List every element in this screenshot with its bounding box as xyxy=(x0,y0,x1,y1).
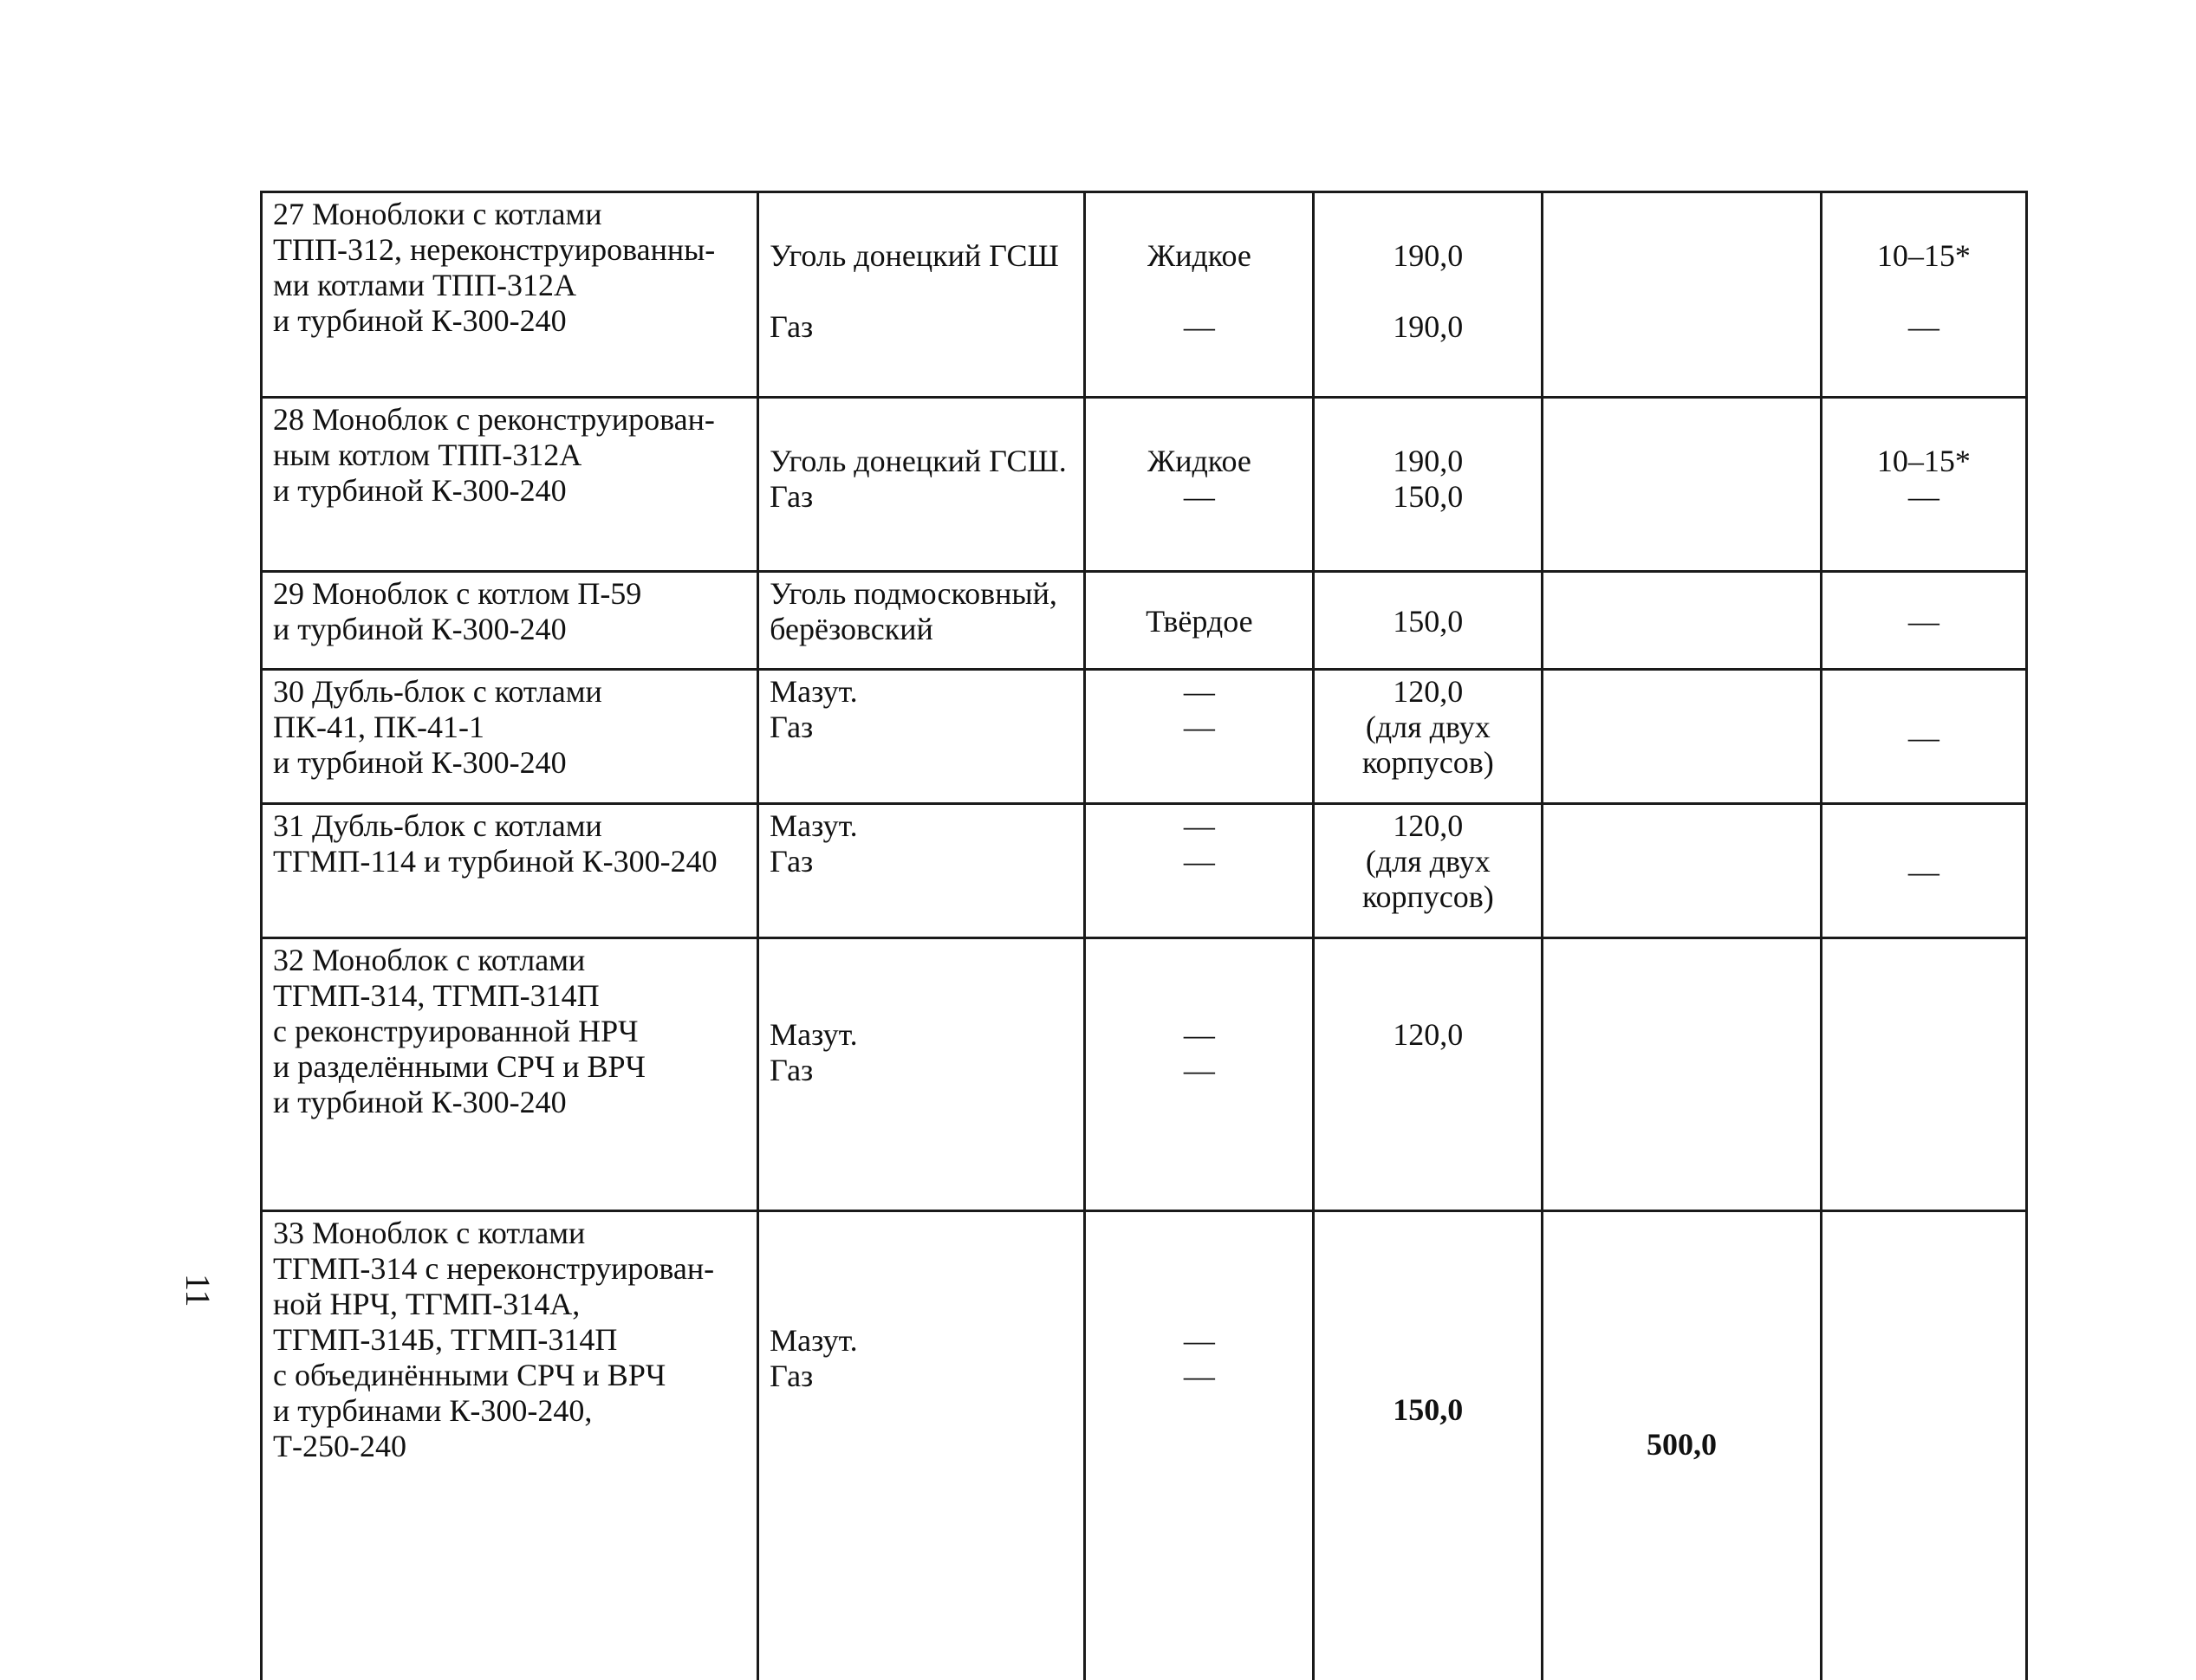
slag-removal-cell: Жидкое — xyxy=(1085,398,1314,572)
unit-name-cell: 29 Моноблок с котлом П-59 и турбиной К-300-240 xyxy=(262,572,758,670)
slag-removal-cell: — — xyxy=(1085,938,1314,1211)
unit-name-cell: 30 Дубль-блок с котлами ПК-41, ПК-41-1 и турбиной К-300-240 xyxy=(262,670,758,804)
value-cell-3: — xyxy=(1821,572,2026,670)
unit-name-cell: 31 Дубль-блок с котлами ТГМП-114 и турбиной К-300-240 xyxy=(262,804,758,938)
unit-name-cell: 33 Моноблок с котлами ТГМП-314 с нереконструирован- ной НРЧ, ТГМП-314А, ТГМП-314Б, ТГМП-314П с объединёнными СРЧ и ВРЧ и турбинами К-300-240, Т-250-240 xyxy=(262,1211,758,1680)
fuel-cell: Уголь донецкий ГСШ Газ xyxy=(758,192,1085,398)
fuel-cell: Мазут. Газ xyxy=(758,804,1085,938)
table-row-33 xyxy=(262,1211,2027,1680)
slag-removal-cell: — — xyxy=(1085,670,1314,804)
slag-removal-cell: Твёрдое xyxy=(1085,572,1314,670)
value-cell-2 xyxy=(1543,572,1822,670)
slag-removal-cell: — — xyxy=(1085,804,1314,938)
value-cell-2: 500,0 xyxy=(1543,1211,1822,1680)
value-cell-2 xyxy=(1543,804,1822,938)
table-row-27 xyxy=(262,192,2027,398)
value-cell-1: 120,0 (для двух корпусов) xyxy=(1314,670,1543,804)
unit-name-cell: 27 Моноблоки с котлами ТПП-312, нереконструированны- ми котлами ТПП-312А и турбиной К-300-240 xyxy=(262,192,758,398)
value-cell-1: 190,0 190,0 xyxy=(1314,192,1543,398)
unit-name-cell: 28 Моноблок с реконструирован- ным котлом ТПП-312А и турбиной К-300-240 xyxy=(262,398,758,572)
fuel-cell: Мазут. Газ xyxy=(758,670,1085,804)
value-cell-3 xyxy=(1821,938,2026,1211)
value-cell-1: 120,0 xyxy=(1314,938,1543,1211)
fuel-cell: Мазут. Газ xyxy=(758,938,1085,1211)
value-cell-3: 10–15* — xyxy=(1821,398,2026,572)
slag-removal-cell: Жидкое — xyxy=(1085,192,1314,398)
fuel-cell: Уголь подмосковный, берёзовский xyxy=(758,572,1085,670)
value-cell-2 xyxy=(1543,398,1822,572)
table-row-29 xyxy=(262,572,2027,670)
value-cell-2 xyxy=(1543,938,1822,1211)
fuel-cell: Мазут. Газ xyxy=(758,1211,1085,1680)
value-cell-2 xyxy=(1543,192,1822,398)
value-cell-1: 150,0 xyxy=(1314,572,1543,670)
value-cell-2 xyxy=(1543,670,1822,804)
value-cell-1: 120,0 (для двух корпусов) xyxy=(1314,804,1543,938)
boiler-table xyxy=(260,191,2028,1680)
table-row-30 xyxy=(262,670,2027,804)
value-cell-3: 10–15* — xyxy=(1821,192,2026,398)
value-cell-3: — xyxy=(1821,670,2026,804)
slag-removal-cell: — — xyxy=(1085,1211,1314,1680)
table-row-28 xyxy=(262,398,2027,572)
table-row-32 xyxy=(262,938,2027,1211)
page-number: 11 xyxy=(178,1274,218,1307)
value-cell-1: 190,0 150,0 xyxy=(1314,398,1543,572)
unit-name-cell: 32 Моноблок с котлами ТГМП-314, ТГМП-314П с реконструированной НРЧ и разделёнными СРЧ и ВРЧ и турбиной К-300-240 xyxy=(262,938,758,1211)
value-cell-1: 150,0 xyxy=(1314,1211,1543,1680)
value-cell-3: — xyxy=(1821,804,2026,938)
table-row-31 xyxy=(262,804,2027,938)
value-cell-3 xyxy=(1821,1211,2026,1680)
fuel-cell: Уголь донецкий ГСШ. Газ xyxy=(758,398,1085,572)
